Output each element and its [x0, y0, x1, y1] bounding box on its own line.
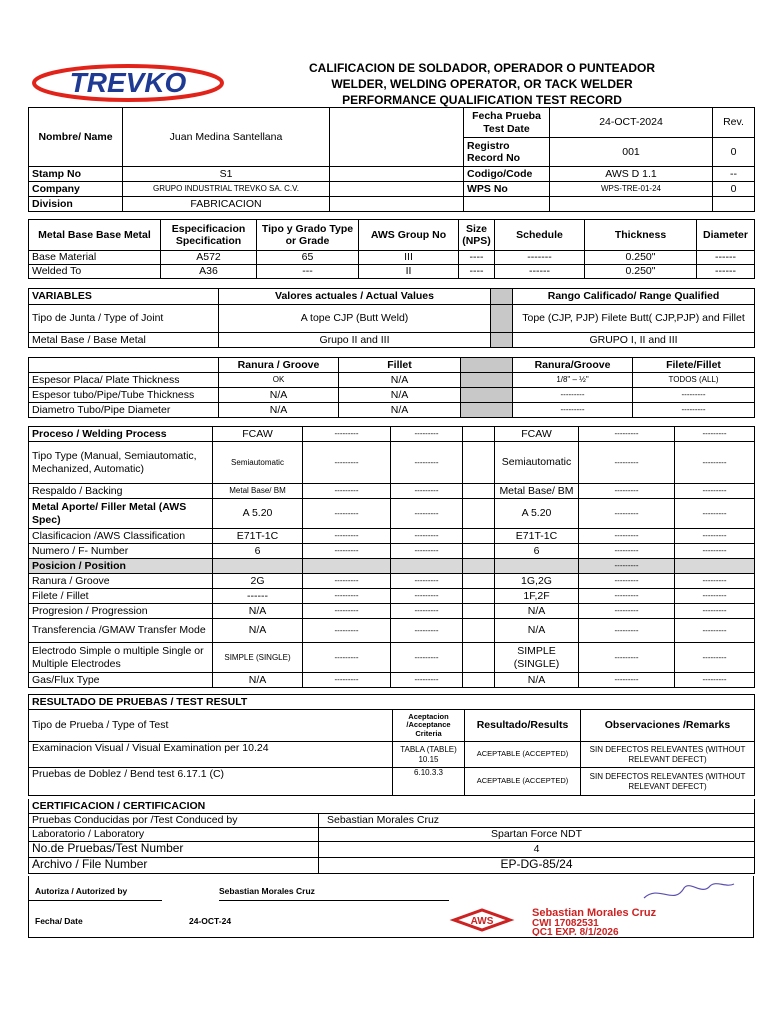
file-number-value: EP-DG-85/24	[319, 857, 755, 873]
spacer-cell	[463, 673, 495, 688]
metal-cell: ----	[459, 251, 495, 265]
divider	[29, 900, 162, 901]
test-result: ACEPTABLE (ACCEPTED)	[465, 768, 581, 796]
process-cell: N/A	[213, 619, 303, 643]
test-criteria: 6.10.3.3	[393, 768, 465, 796]
process-cell: 1F,2F	[495, 589, 579, 604]
process-cell: ---------	[675, 529, 755, 544]
variable-actual: A tope CJP (Butt Weld)	[219, 305, 491, 333]
process-cell: E71T-1C	[495, 529, 579, 544]
results-header: Resultado/Results	[465, 710, 581, 742]
process-cell: ---------	[579, 442, 675, 484]
name-label: Nombre/ Name	[29, 108, 123, 167]
process-cell: SIMPLE (SINGLE)	[213, 643, 303, 673]
test-date-value: 24-OCT-2024	[550, 108, 713, 138]
stamp-value: S1	[123, 167, 330, 182]
spacer-cell	[463, 442, 495, 484]
spacer-cell	[461, 358, 513, 373]
process-cell: ---------	[675, 499, 755, 529]
title-line-2: WELDER, WELDING OPERATOR, OR TACK WELDER	[331, 77, 633, 91]
variable-actual: Grupo II and III	[219, 333, 491, 348]
thickness-label: Diametro Tubo/Pipe Diameter	[29, 403, 219, 418]
process-label: Ranura / Groove	[29, 574, 213, 589]
test-type: Pruebas de Doblez / Bend test 6.17.1 (C)	[29, 768, 393, 796]
metal-cell: III	[359, 251, 459, 265]
process-cell: ---------	[675, 574, 755, 589]
process-cell: N/A	[495, 619, 579, 643]
test-result: ACEPTABLE (ACCEPTED)	[465, 742, 581, 768]
process-cell	[303, 559, 391, 574]
table-row	[29, 484, 755, 499]
process-cell: ---------	[303, 529, 391, 544]
test-remarks: SIN DEFECTOS RELEVANTES (WITHOUT RELEVANT DEFECT)	[581, 742, 755, 768]
process-cell: ---------	[675, 619, 755, 643]
metal-header: Especificacion Specification	[161, 220, 257, 251]
table-row	[29, 265, 755, 279]
thickness-cell: ---------	[513, 388, 633, 403]
process-cell: ---------	[391, 499, 463, 529]
spacer-cell	[463, 529, 495, 544]
variables-table	[28, 288, 755, 348]
process-label: Proceso / Welding Process	[29, 427, 213, 442]
process-cell: ---------	[579, 559, 675, 574]
spacer-cell	[461, 373, 513, 388]
spacer-cell	[463, 589, 495, 604]
division-value: FABRICACION	[123, 197, 330, 212]
blank-cell	[330, 108, 464, 167]
title-line-3: PERFORMANCE QUALIFICATION TEST RECORD	[342, 93, 622, 107]
table-row	[29, 427, 755, 442]
process-cell: ---------	[675, 673, 755, 688]
process-label: Tipo Type (Manual, Semiautomatic, Mechanized, Automatic)	[29, 442, 213, 484]
process-cell: SIMPLE (SINGLE)	[495, 643, 579, 673]
process-label: Electrodo Simple o multiple Single or Multiple Electrodes	[29, 643, 213, 673]
process-cell: ------	[213, 589, 303, 604]
wps-label: WPS No	[464, 182, 550, 197]
brand-text: TREVKO	[69, 67, 187, 98]
document-title	[270, 60, 694, 108]
process-cell: ---------	[303, 544, 391, 559]
trevko-logo	[30, 62, 226, 104]
handwritten-signature	[644, 884, 734, 898]
code-label: Codigo/Code	[464, 167, 550, 182]
process-label: Clasificacion /AWS Classification	[29, 529, 213, 544]
blank-cell	[713, 197, 755, 212]
code-rev: --	[713, 167, 755, 182]
spacer-cell	[463, 574, 495, 589]
criteria-header: Aceptacion /Acceptance Criteria	[393, 710, 465, 742]
thickness-label: Espesor Placa/ Plate Thickness	[29, 373, 219, 388]
rev-value: 0	[713, 138, 755, 167]
spacer-cell	[491, 305, 513, 333]
company-label: Company	[29, 182, 123, 197]
table-row	[29, 251, 755, 265]
thickness-cell: N/A	[339, 403, 461, 418]
process-cell: ---------	[579, 604, 675, 619]
process-label: Posicion / Position	[29, 559, 213, 574]
process-cell: ---------	[579, 673, 675, 688]
division-label: Division	[29, 197, 123, 212]
metal-cell: -------	[495, 251, 585, 265]
aws-logo-text: AWS	[470, 916, 494, 927]
process-label: Metal Aporte/ Filler Metal (AWS Spec)	[29, 499, 213, 529]
metal-cell: ----	[459, 265, 495, 279]
process-cell: N/A	[495, 673, 579, 688]
process-cell: ---------	[391, 643, 463, 673]
process-cell: ---------	[579, 574, 675, 589]
table-row	[29, 442, 755, 484]
spacer-cell	[463, 544, 495, 559]
thickness-cell: ---------	[633, 388, 755, 403]
table-row	[29, 619, 755, 643]
thickness-cell: N/A	[219, 388, 339, 403]
table-row	[29, 305, 755, 333]
range-header: Rango Calificado/ Range Qualified	[513, 289, 755, 305]
metal-header: Diameter	[697, 220, 755, 251]
metal-header: Tipo y Grado Type or Grade	[257, 220, 359, 251]
spacer-cell	[463, 484, 495, 499]
process-cell: 6	[213, 544, 303, 559]
code-value: AWS D 1.1	[550, 167, 713, 182]
blank-cell	[330, 197, 464, 212]
process-cell: ---------	[391, 544, 463, 559]
metal-header: AWS Group No	[359, 220, 459, 251]
test-type: Examinacion Visual / Visual Examination per 10.24	[29, 742, 393, 768]
metal-cell: 0.250"	[585, 251, 697, 265]
table-row	[29, 388, 755, 403]
process-label: Transferencia /GMAW Transfer Mode	[29, 619, 213, 643]
thickness-cell: ---------	[513, 403, 633, 418]
process-cell	[675, 559, 755, 574]
test-date-label: Fecha Prueba Test Date	[464, 108, 550, 138]
table-row	[29, 643, 755, 673]
groove-header: Ranura / Groove	[219, 358, 339, 373]
process-cell: ---------	[303, 589, 391, 604]
test-type-header: Tipo de Prueba / Type of Test	[29, 710, 393, 742]
wps-value: WPS-TRE-01-24	[550, 182, 713, 197]
spacer-cell	[461, 403, 513, 418]
table-row	[29, 373, 755, 388]
metal-cell: Base Material	[29, 251, 161, 265]
variable-label: Metal Base / Base Metal	[29, 333, 219, 348]
process-cell: ---------	[391, 427, 463, 442]
metal-cell: ------	[697, 251, 755, 265]
fillet-header: Fillet	[339, 358, 461, 373]
company-value: GRUPO INDUSTRIAL TREVKO SA. C.V.	[123, 182, 330, 197]
process-cell: ---------	[391, 442, 463, 484]
spacer-cell	[463, 499, 495, 529]
metal-cell: II	[359, 265, 459, 279]
metal-cell: 0.250"	[585, 265, 697, 279]
aws-certification-stamp	[444, 876, 744, 936]
process-cell: N/A	[495, 604, 579, 619]
variable-label: Tipo de Junta / Type of Joint	[29, 305, 219, 333]
process-cell: ---------	[675, 484, 755, 499]
process-cell: 6	[495, 544, 579, 559]
table-row	[29, 574, 755, 589]
process-cell	[213, 559, 303, 574]
thickness-table	[28, 357, 755, 418]
metal-cell: Welded To	[29, 265, 161, 279]
metal-table	[28, 219, 755, 279]
spacer-cell	[463, 643, 495, 673]
blank-cell	[330, 167, 464, 182]
table-row	[29, 768, 755, 796]
table-row	[29, 403, 755, 418]
process-cell: ---------	[579, 499, 675, 529]
test-number-label: No.de Pruebas/Test Number	[29, 841, 319, 857]
table-row	[29, 827, 755, 841]
results-table	[28, 694, 755, 796]
process-cell: ---------	[675, 544, 755, 559]
table-row	[29, 529, 755, 544]
table-row	[29, 544, 755, 559]
process-cell	[391, 559, 463, 574]
blank-cell	[464, 197, 550, 212]
table-row	[29, 604, 755, 619]
process-cell: ---------	[675, 442, 755, 484]
file-number-label: Archivo / File Number	[29, 857, 319, 873]
process-cell: ---------	[579, 427, 675, 442]
variable-range: GRUPO I, II and III	[513, 333, 755, 348]
range-fillet-header: Filete/Fillet	[633, 358, 755, 373]
process-cell: ---------	[579, 484, 675, 499]
date-label: Fecha/ Date	[35, 916, 83, 926]
process-cell: Metal Base/ BM	[495, 484, 579, 499]
thickness-cell: ---------	[633, 403, 755, 418]
results-title: RESULTADO DE PRUEBAS / TEST RESULT	[29, 695, 755, 710]
process-cell: FCAW	[213, 427, 303, 442]
process-label: Progresion / Progression	[29, 604, 213, 619]
process-cell: N/A	[213, 604, 303, 619]
remarks-header: Observaciones /Remarks	[581, 710, 755, 742]
metal-cell: 65	[257, 251, 359, 265]
process-cell: ---------	[391, 619, 463, 643]
metal-header: Schedule	[495, 220, 585, 251]
spacer-cell	[463, 604, 495, 619]
process-cell: ---------	[303, 673, 391, 688]
process-label: Filete / Fillet	[29, 589, 213, 604]
process-cell: A 5.20	[213, 499, 303, 529]
process-cell: ---------	[391, 604, 463, 619]
metal-header: Size (NPS)	[459, 220, 495, 251]
variables-header: VARIABLES	[29, 289, 219, 305]
authorized-label: Autoriza / Autorized by	[35, 886, 128, 896]
table-row	[29, 742, 755, 768]
table-row	[29, 857, 755, 873]
table-row	[29, 673, 755, 688]
process-cell	[495, 559, 579, 574]
process-table	[28, 426, 755, 688]
thickness-cell: N/A	[339, 373, 461, 388]
process-cell: E71T-1C	[213, 529, 303, 544]
table-row	[29, 333, 755, 348]
thickness-cell: TODOS (ALL)	[633, 373, 755, 388]
metal-cell: A36	[161, 265, 257, 279]
test-number-value: 4	[319, 841, 755, 857]
process-cell: ---------	[579, 589, 675, 604]
metal-header: Thickness	[585, 220, 697, 251]
range-groove-header: Ranura/Groove	[513, 358, 633, 373]
process-cell: 1G,2G	[495, 574, 579, 589]
table-row	[29, 589, 755, 604]
thickness-label: Espesor tubo/Pipe/Tube Thickness	[29, 388, 219, 403]
test-remarks: SIN DEFECTOS RELEVANTES (WITHOUT RELEVANT DEFECT)	[581, 768, 755, 796]
spacer-cell	[491, 333, 513, 348]
wps-rev: 0	[713, 182, 755, 197]
process-cell: FCAW	[495, 427, 579, 442]
process-cell: ---------	[675, 643, 755, 673]
process-cell: ---------	[303, 442, 391, 484]
date-value: 24-OCT-24	[189, 916, 232, 926]
process-cell: N/A	[213, 673, 303, 688]
process-label: Numero / F- Number	[29, 544, 213, 559]
table-row	[29, 841, 755, 857]
process-cell: ---------	[675, 427, 755, 442]
process-cell: ---------	[579, 619, 675, 643]
actual-values-header: Valores actuales / Actual Values	[219, 289, 491, 305]
process-cell: ---------	[303, 499, 391, 529]
process-cell: ---------	[675, 589, 755, 604]
process-cell: ---------	[391, 673, 463, 688]
process-cell: ---------	[303, 643, 391, 673]
metal-header-row	[29, 220, 755, 251]
process-cell: ---------	[579, 544, 675, 559]
blank-cell	[330, 182, 464, 197]
blank-cell	[29, 358, 219, 373]
metal-cell: ------	[697, 265, 755, 279]
certification-table	[28, 799, 755, 874]
metal-header: Metal Base Base Metal	[29, 220, 161, 251]
info-table	[28, 107, 755, 212]
laboratory-label: Laboratorio / Laboratory	[29, 827, 319, 841]
thickness-cell: N/A	[219, 403, 339, 418]
position-header-row	[29, 559, 755, 574]
process-cell: ---------	[391, 529, 463, 544]
process-cell: Metal Base/ BM	[213, 484, 303, 499]
stamp-cwi: CWI 17082531	[532, 918, 599, 929]
stamp-name: Sebastian Morales Cruz	[532, 907, 657, 919]
signature-line	[219, 900, 449, 901]
conducted-by-value: Sebastian Morales Cruz	[319, 813, 755, 827]
name-value: Juan Medina Santellana	[123, 108, 330, 167]
certification-title: CERTIFICACION / CERTIFICACION	[29, 799, 755, 813]
spacer-cell	[463, 427, 495, 442]
thickness-cell: 1/8" – ½"	[513, 373, 633, 388]
process-cell: A 5.20	[495, 499, 579, 529]
process-cell: ---------	[579, 643, 675, 673]
conducted-by-label: Pruebas Conducidas por /Test Conduced by	[29, 813, 319, 827]
stamp-expiry: QC1 EXP. 8/1/2026	[532, 927, 619, 936]
process-cell: 2G	[213, 574, 303, 589]
blank-cell	[550, 197, 713, 212]
record-no-value: 001	[550, 138, 713, 167]
spacer-cell	[461, 388, 513, 403]
metal-cell: A572	[161, 251, 257, 265]
metal-cell: ---	[257, 265, 359, 279]
test-criteria: TABLA (TABLE) 10.15	[393, 742, 465, 768]
thickness-cell: N/A	[339, 388, 461, 403]
stamp-label: Stamp No	[29, 167, 123, 182]
thickness-cell: OK	[219, 373, 339, 388]
process-cell: ---------	[675, 604, 755, 619]
process-cell: ---------	[303, 484, 391, 499]
metal-cell: ------	[495, 265, 585, 279]
process-label: Respaldo / Backing	[29, 484, 213, 499]
authorized-value: Sebastian Morales Cruz	[219, 886, 315, 896]
record-no-label: Registro Record No	[464, 138, 550, 167]
title-line-1: CALIFICACION DE SOLDADOR, OPERADOR O PUNTEADOR	[308, 61, 655, 75]
process-cell: ---------	[391, 589, 463, 604]
process-cell: ---------	[303, 604, 391, 619]
spacer-cell	[463, 559, 495, 574]
process-cell: ---------	[579, 529, 675, 544]
variable-range: Tope (CJP, PJP) Filete Butt( CJP,PJP) and Fillet	[513, 305, 755, 333]
spacer-cell	[463, 619, 495, 643]
table-row	[29, 813, 755, 827]
rev-label: Rev.	[713, 108, 755, 138]
process-cell: ---------	[391, 484, 463, 499]
process-label: Gas/Flux Type	[29, 673, 213, 688]
table-row	[29, 499, 755, 529]
process-cell: ---------	[303, 619, 391, 643]
process-cell: Semiautomatic	[213, 442, 303, 484]
spacer-cell	[491, 289, 513, 305]
process-cell: ---------	[303, 427, 391, 442]
process-cell: ---------	[303, 574, 391, 589]
process-cell: ---------	[391, 574, 463, 589]
process-cell: Semiautomatic	[495, 442, 579, 484]
laboratory-value: Spartan Force NDT	[319, 827, 755, 841]
